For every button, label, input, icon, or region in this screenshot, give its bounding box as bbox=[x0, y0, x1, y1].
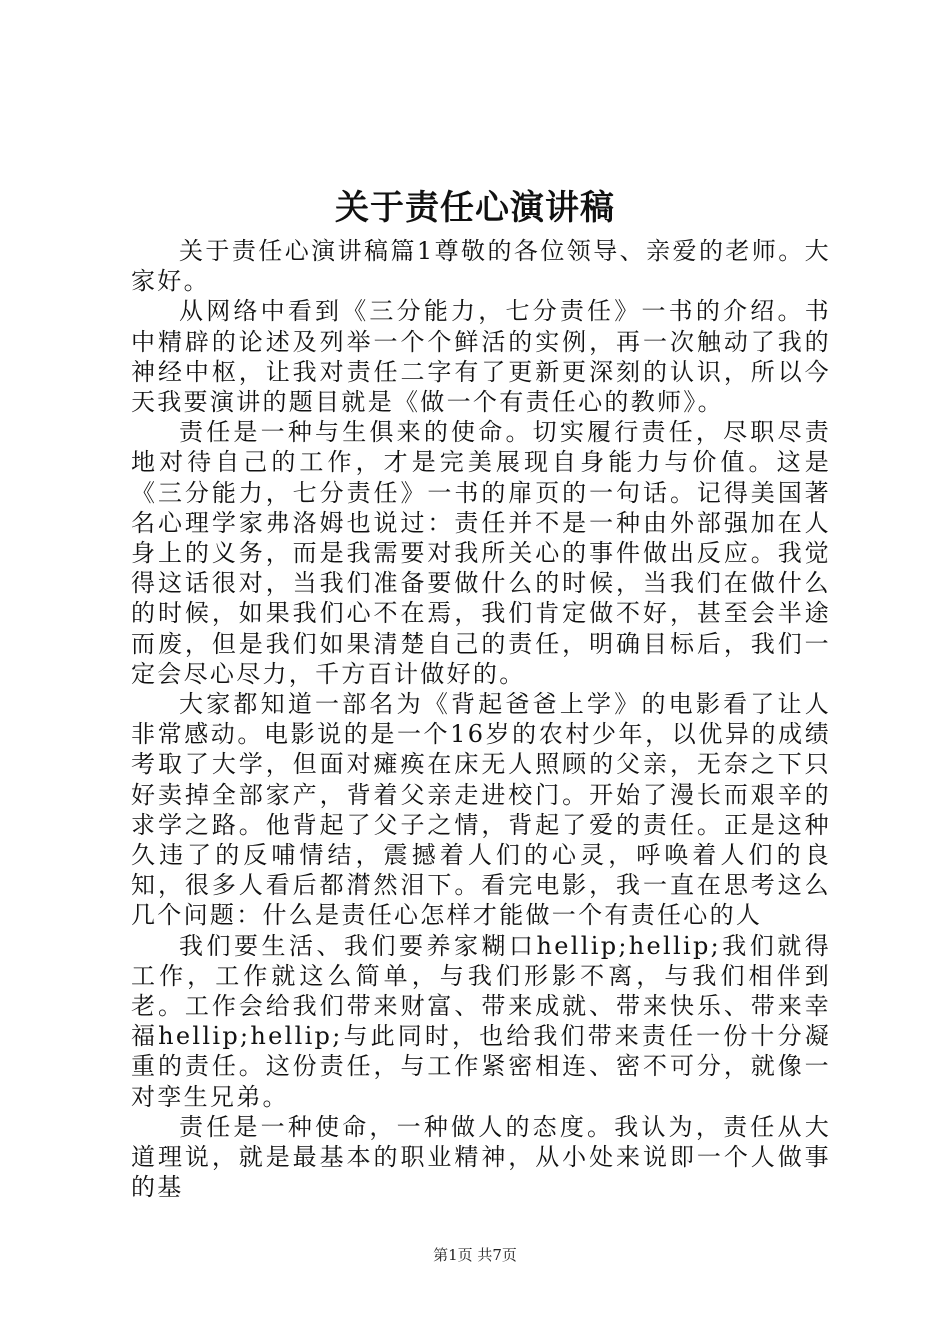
paragraph: 关于责任心演讲稿篇1尊敬的各位领导、亲爱的老师。大家好。 bbox=[131, 237, 831, 296]
page-number-footer: 第1页 共7页 bbox=[433, 1246, 517, 1264]
paragraph: 责任是一种与生俱来的使命。切实履行责任，尽职尽责地对待自己的工作，才是完美展现自身能力与价值。这是《三分能力，七分责任》一书的扉页的一句话。记得美国著名心理学家弗洛姆也说过：责任并不是一种由外部强加在人身上的义务，而是我需要对我所关心的事件做出反应。我觉得这话很对，当我们准备要做什么的时候，当我们在做什么的时候，如果我们心不在焉，我们肯定做不好，甚至会半途而废，但是我们如果清楚自己的责任，明确目标后，我们一定会尽心尽力，千方百计做好的。 bbox=[131, 418, 831, 688]
document-title: 关于责任心演讲稿 bbox=[335, 188, 615, 228]
paragraph: 责任是一种使命，一种做人的态度。我认为，责任从大道理说，就是最基本的职业精神，从小处来说即一个人做事的基 bbox=[131, 1112, 831, 1202]
paragraph: 大家都知道一部名为《背起爸爸上学》的电影看了让人非常感动。电影说的是一个16岁的农村少年，以优异的成绩考取了大学，但面对瘫痪在床无人照顾的父亲，无奈之下只好卖掉全部家产，背着父亲走进校门。开始了漫长而艰辛的求学之路。他背起了父子之情，背起了爱的责任。正是这种久违了的反哺情结，震撼着人们的心灵，呼唤着人们的良知，很多人看后都潸然泪下。看完电影，我一直在思考这么几个问题：什么是责任心怎样才能做一个有责任心的人 bbox=[131, 690, 831, 930]
paragraph: 我们要生活、我们要养家糊口hellip;hellip;我们就得工作，工作就这么简单，与我们形影不离，与我们相伴到老。工作会给我们带来财富、带来成就、带来快乐、带来幸福hellip;hellip;与此同时，也给我们带来责任一份十分凝重的责任。这份责任，与工作紧密相连、密不可分，就像一对孪生兄弟。 bbox=[131, 931, 831, 1111]
paragraph: 从网络中看到《三分能力，七分责任》一书的介绍。书中精辟的论述及列举一个个鲜活的实例，再一次触动了我的神经中枢，让我对责任二字有了更新更深刻的认识，所以今天我要演讲的题目就是《做一个有责任心的教师》。 bbox=[131, 297, 831, 417]
document-body bbox=[131, 236, 831, 1202]
